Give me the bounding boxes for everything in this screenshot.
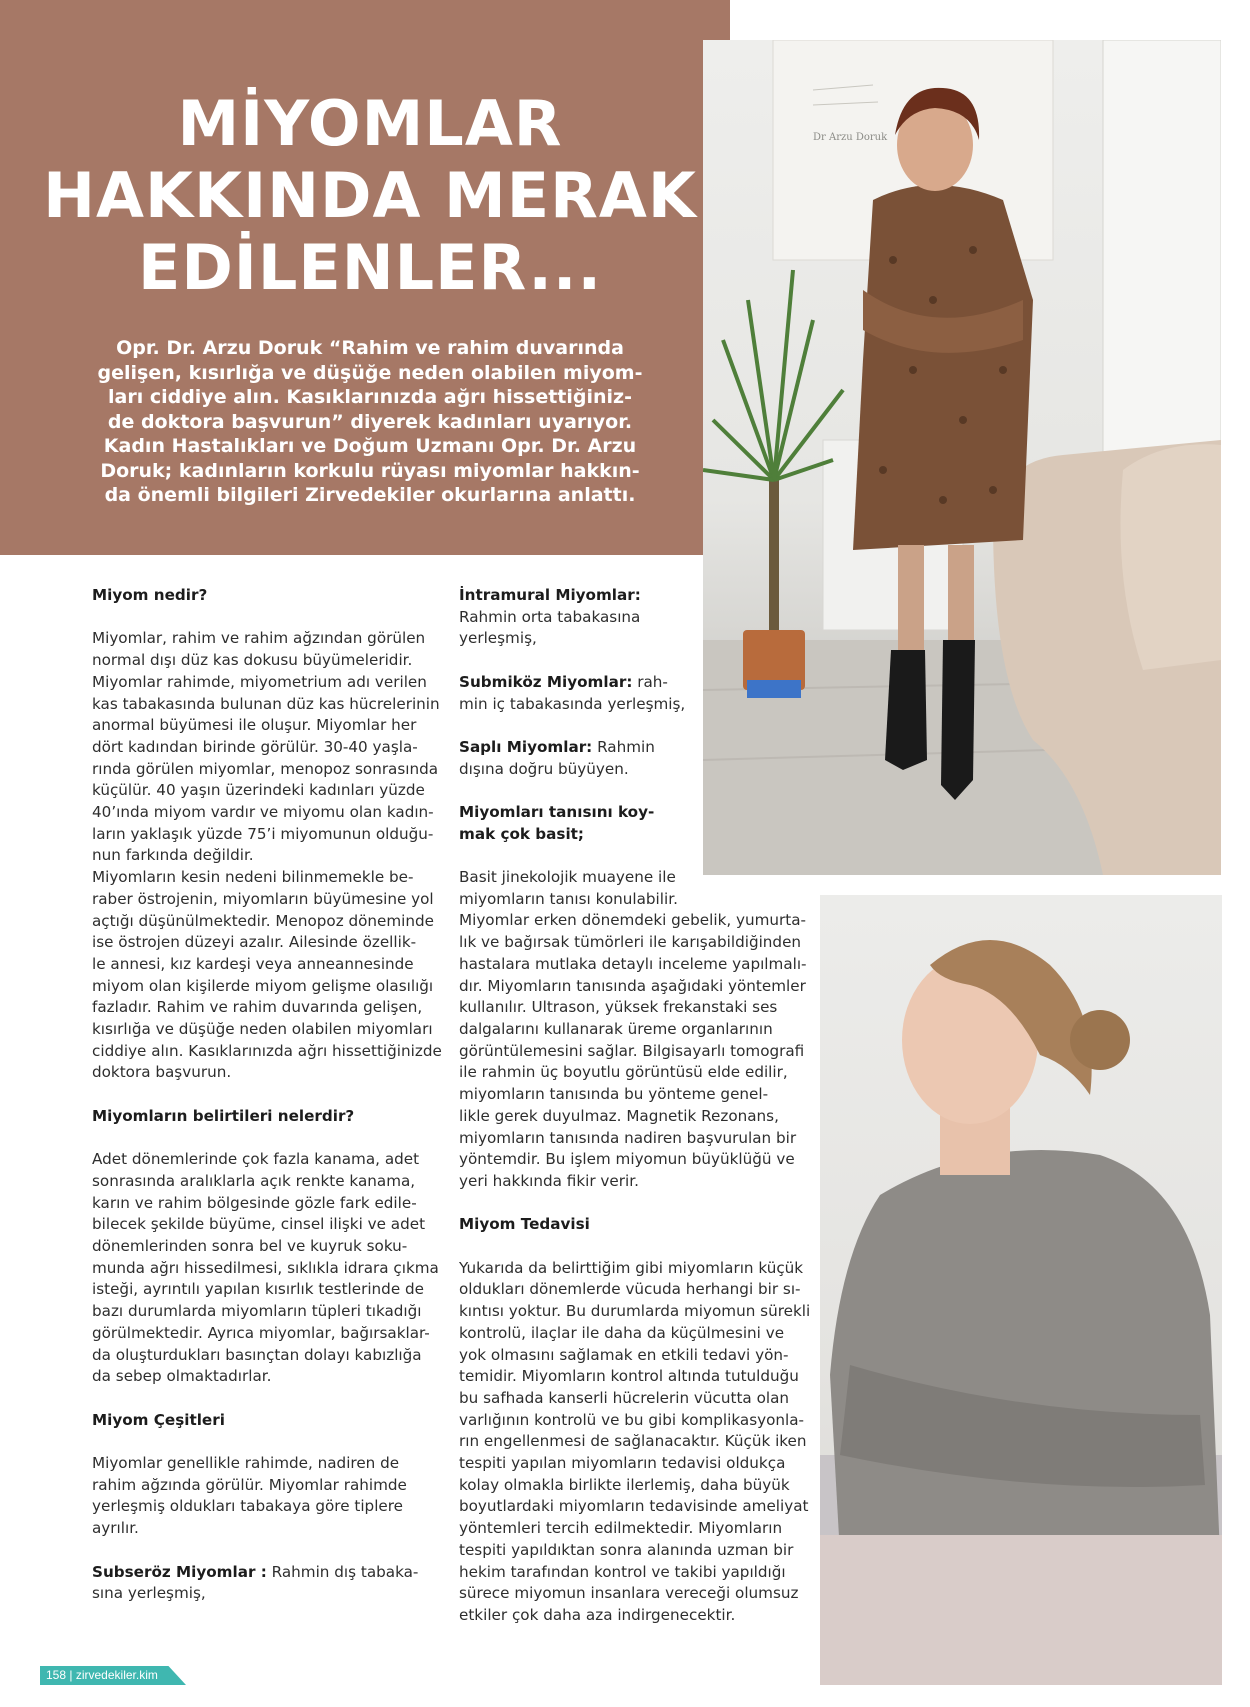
text-line: min iç tabakasında yerleşmiş, bbox=[459, 694, 686, 713]
text-line: tespiti yapılan miyomların tedavisi oldukça bbox=[459, 1454, 786, 1473]
text-line: da sebep olmaktadırlar. bbox=[92, 1367, 272, 1386]
text-line: boyutlardaki miyomların tedavisinde ameliyat bbox=[459, 1497, 809, 1516]
intro-line: da önemli bilgileri Zirvedekiler okurlarına anlattı. bbox=[104, 484, 636, 506]
text-line: kas tabakasında bulunan düz kas hücrelerinin bbox=[92, 694, 440, 713]
submucous-text: rah- bbox=[632, 672, 668, 691]
text-line: yok olmasını sağlamak en etkili tedavi yön- bbox=[459, 1345, 789, 1364]
text-line: karın ve rahim bölgesinde gözle fark edile- bbox=[92, 1193, 417, 1212]
article-column-right bbox=[459, 585, 814, 1627]
pedunculated-label: Saplı Miyomlar: bbox=[459, 737, 593, 756]
section-heading: Miyomların belirtileri nelerdir? bbox=[92, 1106, 355, 1125]
text-line: kısırlığa ve düşüğe neden olabilen miyomları bbox=[92, 1020, 433, 1039]
text-line: nun farkında değildir. bbox=[92, 846, 254, 865]
text-line: sına yerleşmiş, bbox=[92, 1584, 206, 1603]
text-line: ise östrojen düzeyi azalır. Ailesinde özellik- bbox=[92, 933, 417, 952]
text-line: Miyomlar, rahim ve rahim ağzından görülen bbox=[92, 629, 426, 648]
paragraph bbox=[459, 867, 814, 1193]
title-line: EDİLENLER... bbox=[137, 231, 603, 304]
text-line: dışına doğru büyüyen. bbox=[459, 759, 629, 778]
intro-line: Doruk; kadınların korkulu rüyası miyomlar hakkın- bbox=[100, 459, 640, 482]
text-line: bu safhada kanserli hücrelerin vücutta olan bbox=[459, 1388, 790, 1407]
text-line: Miyomların kesin nedeni bilinmemekle be- bbox=[92, 868, 414, 887]
text-line: ile rahmin üç boyutlu görüntüsü elde edilir, bbox=[459, 1063, 788, 1082]
text-line: Basit jinekolojik muayene ile bbox=[459, 868, 676, 887]
page-number: 158 bbox=[46, 1668, 67, 1682]
text-line: miyom olan kişilerde miyom gelişme olasılığı bbox=[92, 976, 434, 995]
intro-line: ları ciddiye alın. Kasıklarınızda ağrı hissettiğiniz- bbox=[107, 386, 632, 408]
text-line: anormal büyümesi ile oluşur. Miyomlar her bbox=[92, 716, 417, 735]
text-line: sonrasında aralıklarla açık renkte kanama, bbox=[92, 1171, 416, 1190]
text-line: yöntemdir. Bu işlem miyomun büyüklüğü ve bbox=[459, 1150, 795, 1169]
text-line: yerleşmiş, bbox=[459, 629, 537, 648]
text-line: oldukları dönemlerde vücuda herhangi bir sı- bbox=[459, 1280, 801, 1299]
text-line: ların yaklaşık yüzde 75’i miyomunun olduğu- bbox=[92, 824, 434, 843]
title-line: MİYOMLAR bbox=[177, 87, 563, 160]
page-footer bbox=[46, 1668, 158, 1682]
footer-separator: | bbox=[69, 1668, 73, 1682]
text-line: kolay olmakla birlikte ilerlemiş, daha büyük bbox=[459, 1475, 790, 1494]
text-line: fazladır. Rahim ve rahim duvarında gelişen, bbox=[92, 998, 423, 1017]
text-line: dört kadından birinde görülür. 30-40 yaşla- bbox=[92, 737, 418, 756]
text-line: Miyomlar erken dönemdeki gebelik, yumurta- bbox=[459, 911, 807, 930]
text-line: bazı durumlarda miyomların tüpleri tıkadığı bbox=[92, 1302, 422, 1321]
section-heading: Miyom Çeşitleri bbox=[92, 1410, 225, 1429]
text-line: varlığının kontrolü ve bu gibi komplikasyonla- bbox=[459, 1410, 805, 1429]
text-line: le annesi, kız kardeşi veya anneannesinde bbox=[92, 954, 414, 973]
text-line: küçülür. 40 yaşın üzerindeki kadınları yüzde bbox=[92, 781, 425, 800]
text-line: dalgalarını kullanarak üreme organlarının bbox=[459, 1020, 773, 1038]
pedunculated-item bbox=[459, 737, 814, 759]
text-line: miyomların tanısında bu yönteme genel- bbox=[459, 1085, 769, 1104]
text-line: görüntülemesini sağlar. Bilgisayarlı tomografi bbox=[459, 1041, 805, 1060]
intro-line: de doktora başvurun” diyerek kadınları uyarıyor. bbox=[107, 410, 633, 433]
text-line: yeri hakkında fikir verir. bbox=[459, 1171, 639, 1190]
section-heading: Miyom Tedavisi bbox=[459, 1215, 590, 1234]
woman-photo bbox=[820, 895, 1222, 1685]
text-line: kıntısı yoktur. Bu durumlarda miyomun sürekli bbox=[459, 1302, 811, 1321]
text-line: doktora başvurun. bbox=[92, 1063, 232, 1082]
text-line: raber östrojenin, miyomların büyümesine yol bbox=[92, 889, 434, 908]
subserous-text: Rahmin dış tabaka- bbox=[266, 1562, 419, 1581]
intro-line: Kadın Hastalıkları ve Doğum Uzmanı Opr. Dr. Arzu bbox=[103, 435, 637, 457]
pedunculated-text: Rahmin bbox=[592, 737, 655, 756]
text-line: temidir. Miyomların kontrol altında tutulduğu bbox=[459, 1367, 799, 1386]
subserous-label: Subseröz Miyomlar : bbox=[92, 1562, 267, 1581]
text-line: etkiler çok daha aza indirgenecektir. bbox=[459, 1605, 736, 1624]
text-line: sürece miyomun insanlara vereceği olumsuz bbox=[459, 1584, 799, 1603]
text-line: munda ağrı hissedilmesi, sıklıkla idrara çıkma bbox=[92, 1258, 439, 1277]
text-line: miyomların tanısında nadiren başvurulan bir bbox=[459, 1128, 797, 1147]
text-line: bilecek şekilde büyüme, cinsel ilişki ve adet bbox=[92, 1215, 426, 1234]
text-line: Miyomlar rahimde, miyometrium adı verilen bbox=[92, 672, 427, 691]
text-line: rahim ağzında görülür. Miyomlar rahimde bbox=[92, 1475, 407, 1494]
text-line: normal dışı düz kas dokusu büyümeleridir. bbox=[92, 651, 413, 670]
text-line: görülmektedir. Ayrıca miyomlar, bağırsaklar- bbox=[92, 1323, 430, 1342]
text-line: ciddiye alın. Kasıklarınızda ağrı hissettiğinizde bbox=[92, 1041, 442, 1060]
intro-paragraph bbox=[70, 336, 670, 508]
text-line: tespiti yapıldıktan sonra alanında uzman bir bbox=[459, 1540, 794, 1559]
text-line: hastalara mutlaka detaylı inceleme yapılmalı- bbox=[459, 954, 807, 973]
intramural-label: İntramural Miyomlar: bbox=[459, 586, 641, 604]
text-line: rında görülen miyomlar, menopoz sonrasında bbox=[92, 759, 439, 778]
paragraph bbox=[92, 1453, 472, 1540]
text-line: hekim tarafından kontrol ve takibi yapıldığı bbox=[459, 1562, 786, 1581]
text-line: Yukarıda da belirttiğim gibi miyomların küçük bbox=[459, 1258, 804, 1277]
text-line: kontrolü, ilaçlar ile daha da küçülmesini ve bbox=[459, 1323, 785, 1342]
text-line: 40’ında miyom vardır ve miyomu olan kadın- bbox=[92, 803, 434, 822]
title-line: HAKKINDA MERAK bbox=[43, 159, 697, 232]
paragraph bbox=[92, 628, 472, 1084]
text-line: da oluşturdukları basınçtan dolayı kabızlığa bbox=[92, 1345, 422, 1364]
section-heading: Miyomları tanısını koy- bbox=[459, 802, 655, 821]
text-line: isteği, ayrıntılı yapılan kısırlık testlerinde de bbox=[92, 1280, 424, 1299]
section-heading: Miyom nedir? bbox=[92, 586, 208, 604]
submucous-item bbox=[459, 672, 814, 694]
text-line: ayrılır. bbox=[92, 1519, 139, 1538]
text-line: yöntemleri tercih edilmektedir. Miyomların bbox=[459, 1519, 783, 1538]
text-line: açtığı düşünülmektedir. Menopoz döneminde bbox=[92, 911, 435, 930]
text-line: lık ve bağırsak tümörleri ile karışabildiğinden bbox=[459, 933, 802, 952]
text-line: miyomların tanısı konulabilir. bbox=[459, 889, 678, 908]
intro-line: Opr. Dr. Arzu Doruk “Rahim ve rahim duvarında bbox=[116, 337, 624, 359]
subserous-item bbox=[92, 1562, 472, 1584]
submucous-label: Submiköz Miyomlar: bbox=[459, 672, 633, 691]
text-line: yerleşmiş oldukları tabakaya göre tiplere bbox=[92, 1497, 404, 1516]
poster-name: Dr Arzu Doruk bbox=[813, 132, 888, 143]
text-line: kullanılır. Ultrason, yüksek frekanstaki ses bbox=[459, 998, 778, 1017]
paragraph bbox=[92, 1149, 472, 1388]
text-line: likle gerek duyulmaz. Magnetik Rezonans, bbox=[459, 1106, 779, 1125]
article-column-left bbox=[92, 585, 472, 1605]
text-line: Miyomlar genellikle rahimde, nadiren de bbox=[92, 1454, 400, 1473]
page-title bbox=[30, 88, 710, 304]
text-line: rın engellenmesi de sağlanacaktır. Küçük iken bbox=[459, 1432, 807, 1451]
text-line: Adet dönemlerinde çok fazla kanama, adet bbox=[92, 1150, 420, 1169]
text-line: dönemlerinden sonra bel ve kuyruk soku- bbox=[92, 1237, 408, 1256]
footer-site-link[interactable]: zirvedekiler.kim bbox=[75, 1668, 158, 1682]
text-line: dır. Miyomların tanısında aşağıdaki yöntemler bbox=[459, 976, 806, 995]
intro-line: gelişen, kısırlığa ve düşüğe neden olabilen miyom- bbox=[97, 361, 643, 384]
section-heading: mak çok basit; bbox=[459, 824, 584, 843]
text-line: Rahmin orta tabakasına bbox=[459, 607, 641, 626]
paragraph bbox=[459, 1258, 814, 1627]
